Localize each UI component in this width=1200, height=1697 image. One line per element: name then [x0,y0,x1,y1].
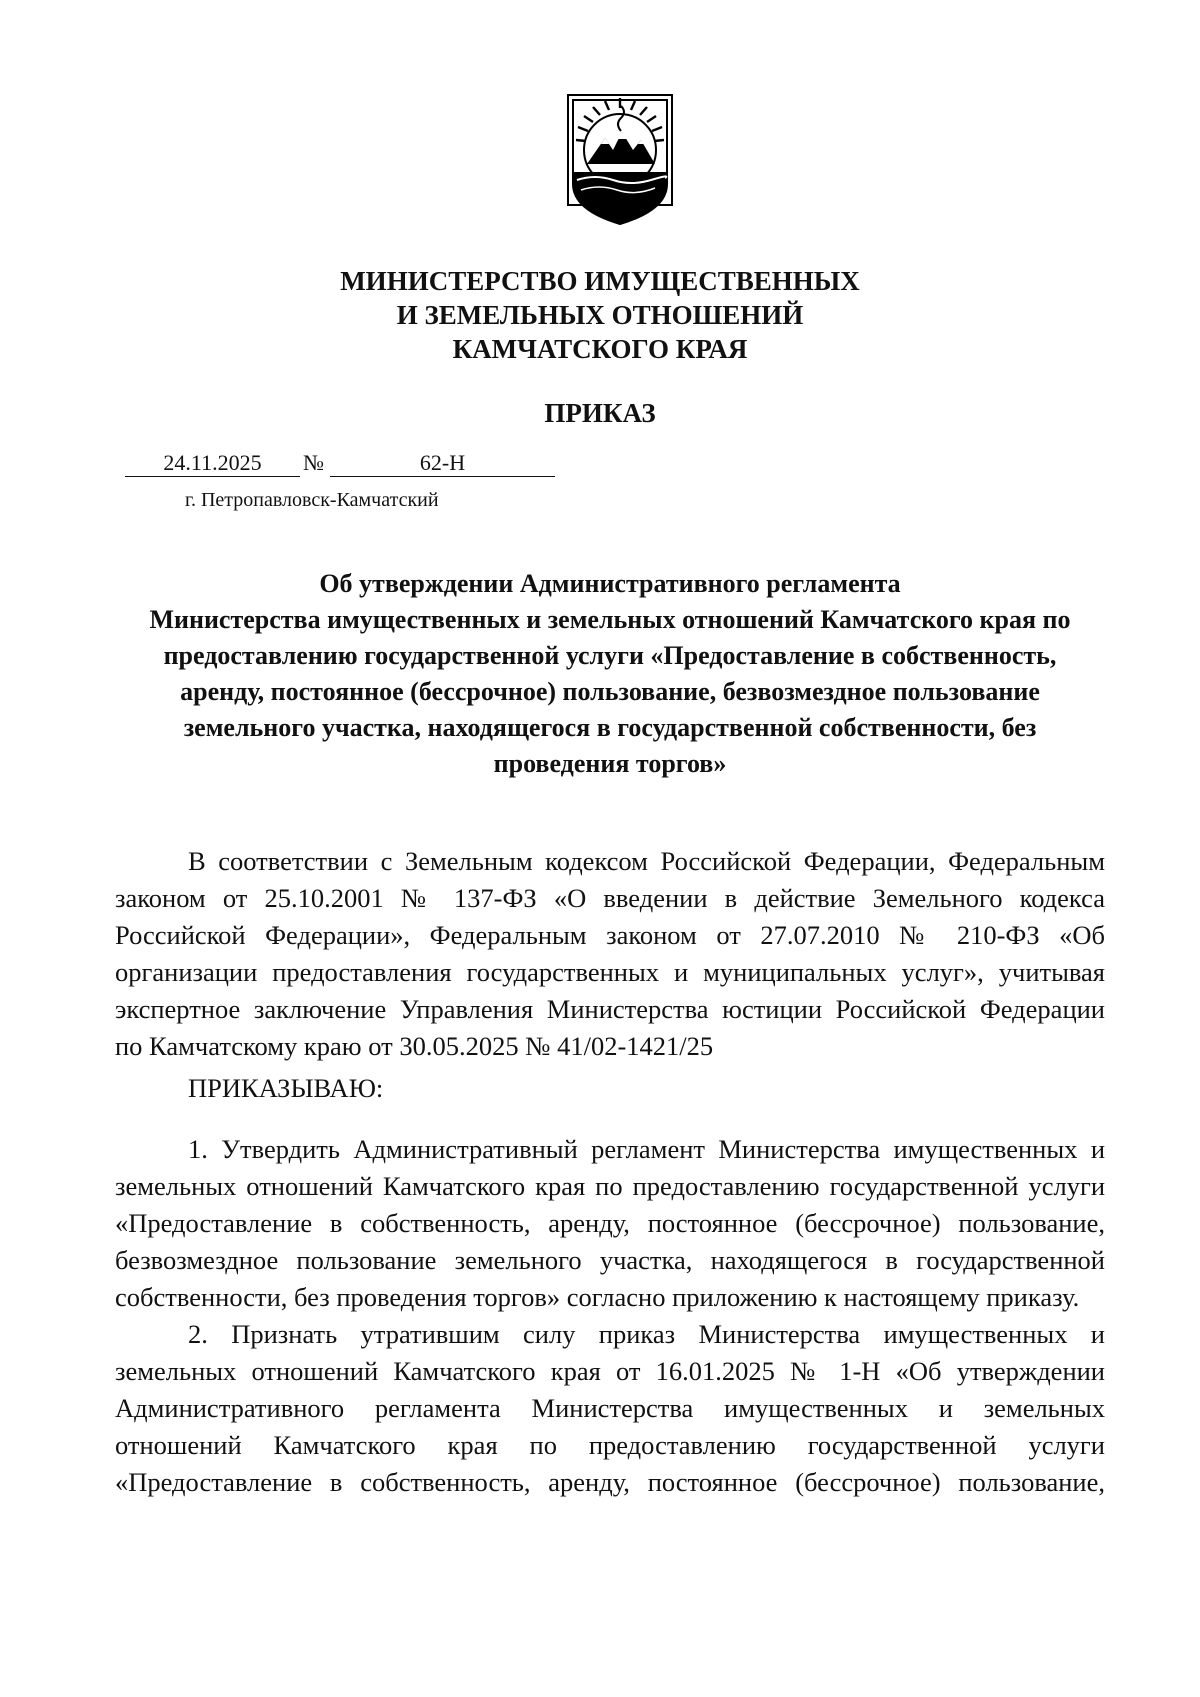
preamble-line: организации предоставления государственных и муниципальных услуг», учитывая [115,957,1105,987]
document-date: 24.11.2025 [125,450,300,477]
document-type: ПРИКАЗ [544,398,656,428]
title-line: Министерства имущественных и земельных отношений Камчатского края по [149,605,1071,634]
organization-name [200,264,1000,366]
item-line: «Предоставление в собственность, аренду, постоянное (бессрочное) пользование, [115,1208,1105,1238]
item-line: отношений Камчатского края по предоставлению государственной услуги [115,1430,1105,1460]
item-line: 1. Утвердить Административный регламент Министерства имущественных и [188,1134,1105,1164]
city-name: г. Петропавловск-Камчатский [185,489,439,511]
preamble-line: В соответствии с Земельным кодексом Российской Федерации, Федеральным [188,846,1105,876]
order-word: ПРИКАЗЫВАЮ: [188,1073,384,1103]
title-line: земельного участка, находящегося в государственной собственности, без [183,713,1037,742]
item-line: «Предоставление в собственность, аренду, постоянное (бессрочное) пользование, [115,1467,1105,1497]
preamble-line: по Камчатскому краю от 30.05.2025 № 41/02-1421/25 [115,1031,714,1061]
title-line: аренду, постоянное (бессрочное) пользование, безвозмездное пользование [180,677,1040,706]
title-line: проведения торгов» [493,749,727,778]
document-title [110,566,1110,782]
preamble-line: Российской Федерации», Федеральным законом от 27.07.2010 № 210-ФЗ «Об [115,920,1105,950]
preamble-line: законом от 25.10.2001 № 137-ФЗ «О введении в действие Земельного кодекса [115,883,1105,913]
item-line: собственности, без проведения торгов» согласно приложению к настоящему приказу. [115,1282,1080,1312]
date-number-line [125,450,555,480]
document-number: 62-Н [330,450,555,477]
preamble-paragraph [115,843,1105,1065]
item-line: земельных отношений Камчатского края от 16.01.2025 № 1-Н «Об утверждении [115,1356,1105,1386]
item-line: земельных отношений Камчатского края по предоставлению государственной услуги [115,1171,1105,1201]
coat-of-arms-icon [565,92,675,232]
number-sign: № [303,450,324,475]
item-line: безвозмездное пользование земельного участка, находящегося в государственной [115,1245,1105,1275]
organization-line: МИНИСТЕРСТВО ИМУЩЕСТВЕННЫХ [340,266,860,296]
preamble-line: экспертное заключение Управления Министерства юстиции Российской Федерации [115,994,1105,1024]
organization-line: КАМЧАТСКОГО КРАЯ [452,334,748,364]
item-line: 2. Признать утратившим силу приказ Министерства имущественных и [188,1319,1105,1349]
title-line: Об утверждении Административного регламента [319,569,901,598]
order-item-1 [115,1131,1105,1316]
order-item-2 [115,1316,1105,1501]
item-line: Административного регламента Министерства имущественных и земельных [115,1393,1105,1423]
title-line: предоставлению государственной услуги «Предоставление в собственность, [163,641,1057,670]
organization-line: И ЗЕМЕЛЬНЫХ ОТНОШЕНИЙ [396,300,804,330]
